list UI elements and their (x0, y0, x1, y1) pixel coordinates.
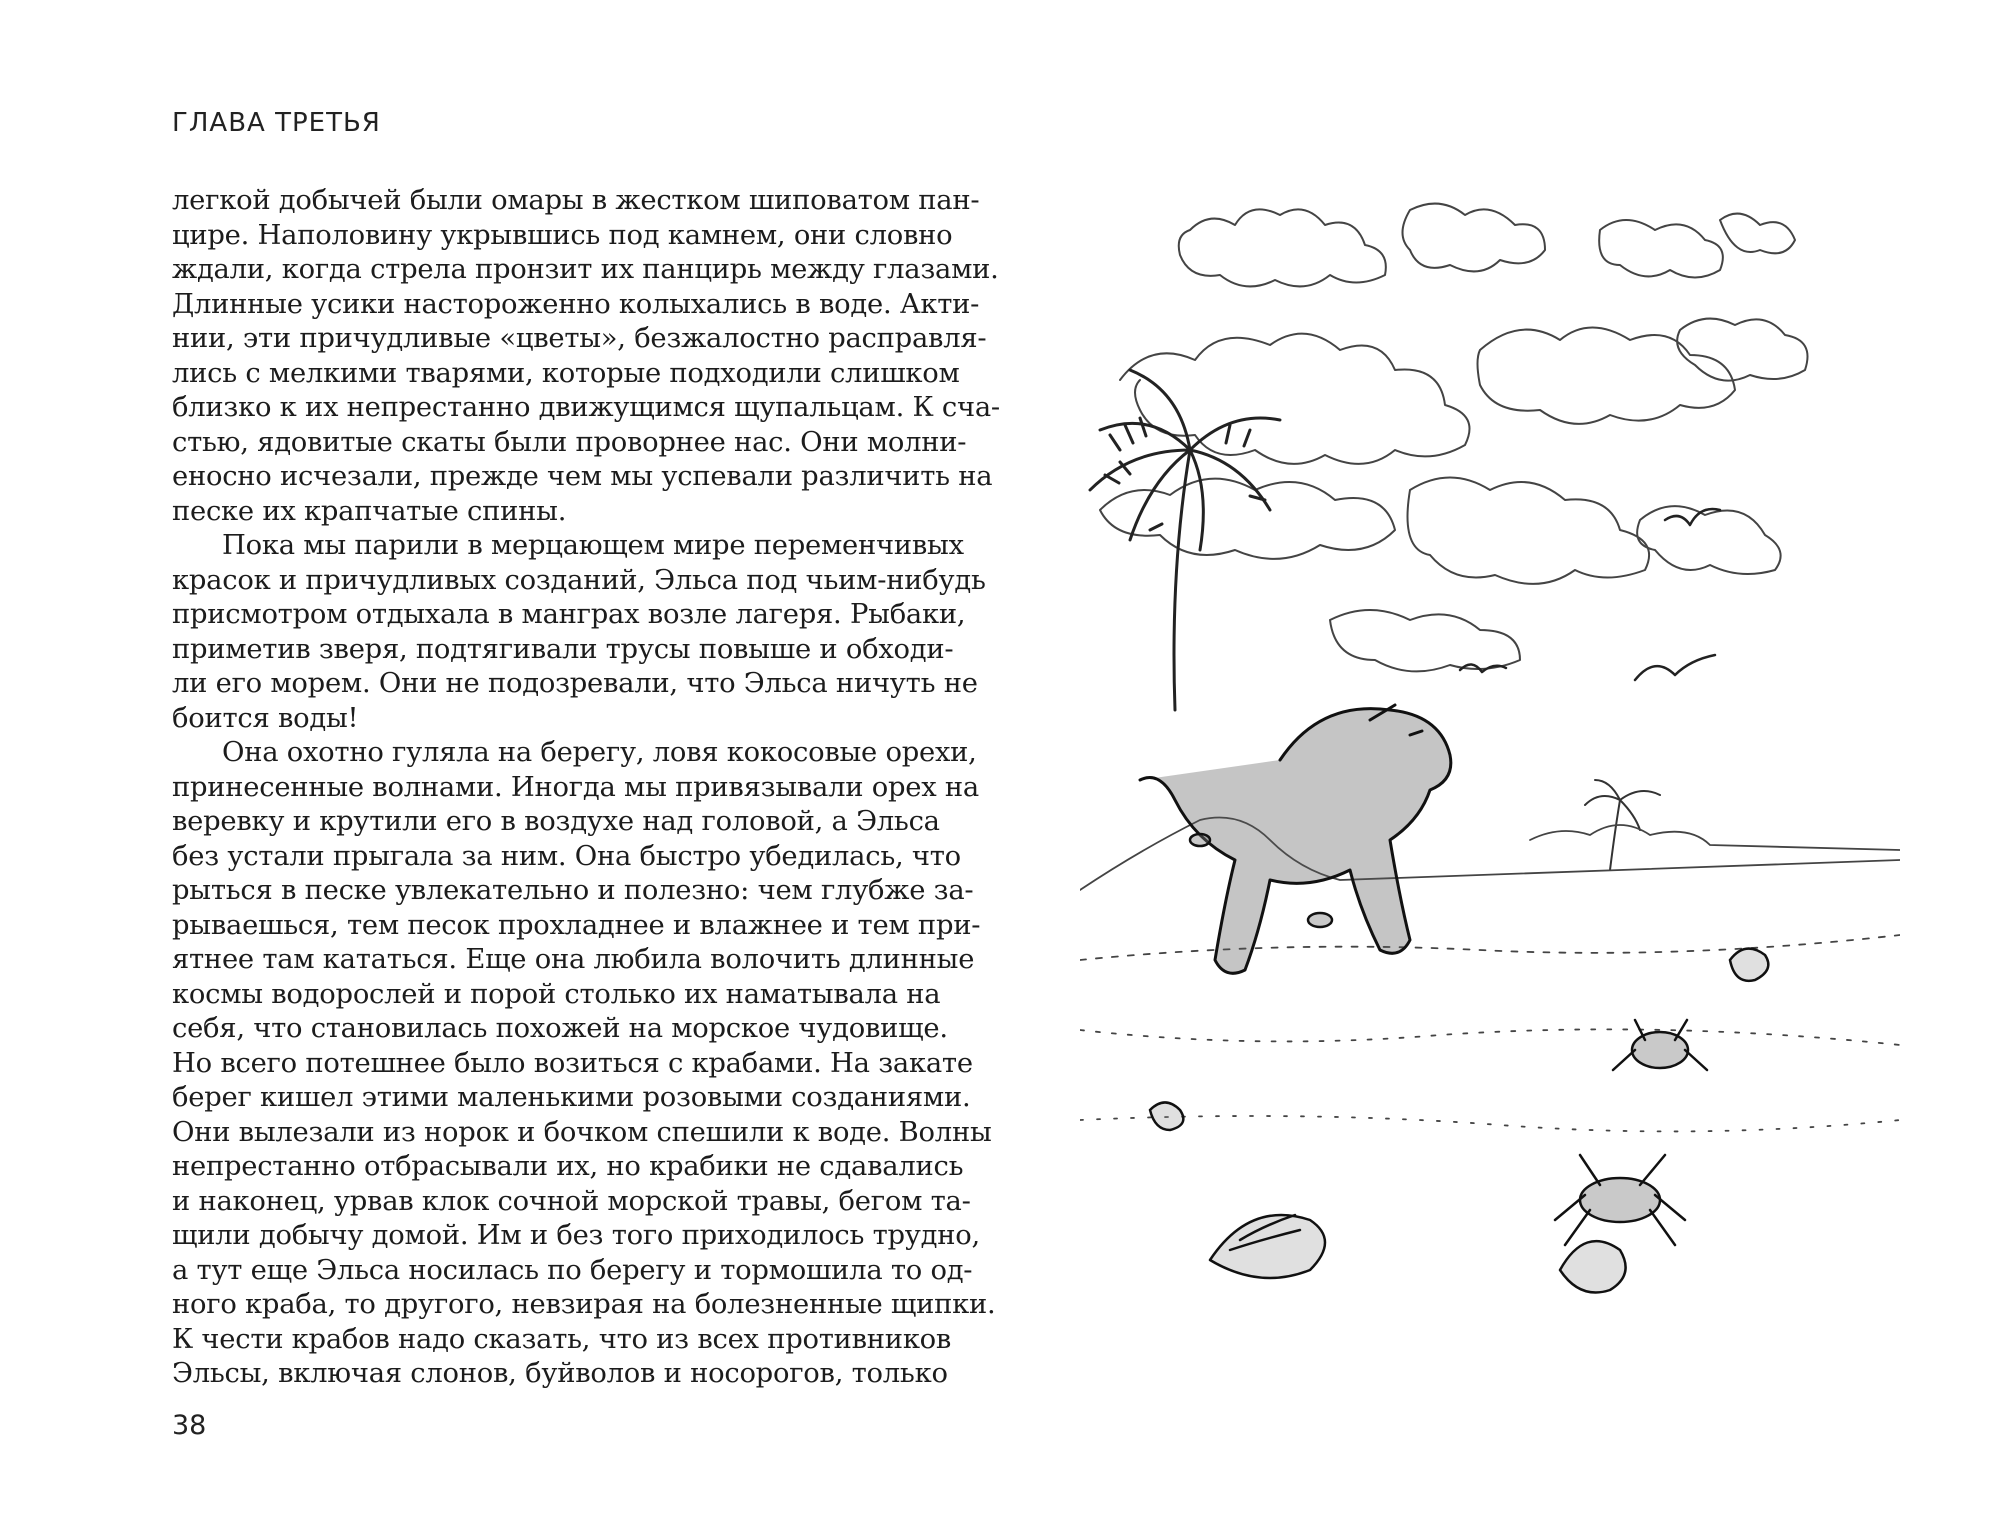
shoreline (1080, 818, 1900, 1132)
text-line: близко к их непрестанно движущимся щупальцам. К сча- (172, 392, 1000, 423)
body-text (172, 184, 1000, 1392)
birds (1460, 509, 1720, 680)
text-line: себя, что становилась похожей на морское чудовище. (172, 1013, 948, 1044)
text-line: без устали прыгала за ним. Она быстро убедилась, что (172, 840, 961, 872)
paragraph (172, 736, 996, 1392)
text-line: песке их крапчатые спины. (172, 495, 567, 527)
text-line: берег кишел этими маленькими розовыми созданиями. (172, 1082, 971, 1113)
text-line: Эльсы, включая слонов, буйволов и носорогов, только (172, 1358, 948, 1389)
text-line: присмотром отдыхала в манграх возле лагеря. Рыбаки, (172, 599, 966, 630)
text-line: стью, ядовитые скаты были проворнее нас. Они молни- (172, 426, 967, 458)
text-line: Но всего потешнее было возиться с крабами. На закате (172, 1047, 973, 1079)
text-line: рываешься, тем песок прохладнее и влажнее и тем при- (172, 909, 981, 941)
running-head: ГЛАВА ТРЕТЬЯ (172, 108, 381, 138)
text-line: ждали, когда стрела пронзит их панцирь между глазами. (172, 254, 999, 285)
text-line: рыться в песке увлекательно и полезно: чем глубже за- (172, 875, 974, 906)
paragraph (172, 184, 1000, 529)
text-line: космы водорослей и порой столько их наматывала на (172, 978, 941, 1010)
text-line: приметив зверя, подтягивали трусы повыше и обходи- (172, 633, 954, 665)
text-line: нии, эти причудливые «цветы», безжалостно расправля- (172, 323, 987, 354)
paragraph (172, 529, 986, 736)
text-line: лись с мелкими тварями, которые подходили слишком (172, 357, 960, 389)
page-number: 38 (172, 1410, 207, 1441)
text-line: легкой добычей были омары в жестком шиповатом пан- (172, 185, 980, 216)
text-line: Длинные усики настороженно колыхались в воде. Акти- (172, 288, 980, 320)
text-line: ли его морем. Они не подозревали, что Эльса ничуть не (172, 668, 978, 699)
text-line: цире. Наполовину укрывшись под камнем, они словно (172, 219, 953, 251)
text-line: ного краба, то другого, невзирая на болезненные щипки. (172, 1289, 996, 1320)
text-line: красок и причудливых созданий, Эльса под чьим-нибудь (172, 564, 986, 596)
text-line: боится воды! (172, 702, 359, 734)
text-line: ятнее там кататься. Еще она любила волочить длинные (172, 944, 975, 975)
text-line: веревку и крутили его в воздухе над головой, а Эльса (172, 806, 940, 837)
text-line: Она охотно гуляла на берегу, ловя кокосовые орехи, (222, 737, 977, 768)
text-line: К чести крабов надо сказать, что из всех противников (172, 1323, 952, 1355)
beach-illustration (1080, 200, 1900, 1400)
text-line: а тут еще Эльса носилась по берегу и тормошила то од- (172, 1254, 973, 1286)
text-line: Они вылезали из норок и бочком спешили к воде. Волны (172, 1116, 992, 1148)
text-line: и наконец, урвав клок сочной морской травы, бегом та- (172, 1185, 971, 1217)
palm-tree (1090, 370, 1280, 710)
text-line: еносно исчезали, прежде чем мы успевали различить на (172, 461, 993, 492)
text-line: Пока мы парили в мерцающем мире переменчивых (222, 530, 964, 561)
seashells (1150, 949, 1768, 1293)
text-line: щили добычу домой. Им и без того приходилось трудно, (172, 1220, 980, 1251)
text-line: непрестанно отбрасывали их, но крабики не сдавались (172, 1151, 964, 1182)
lion-cub (1140, 705, 1451, 973)
text-line: принесенные волнами. Иногда мы привязывали орех на (172, 771, 979, 803)
